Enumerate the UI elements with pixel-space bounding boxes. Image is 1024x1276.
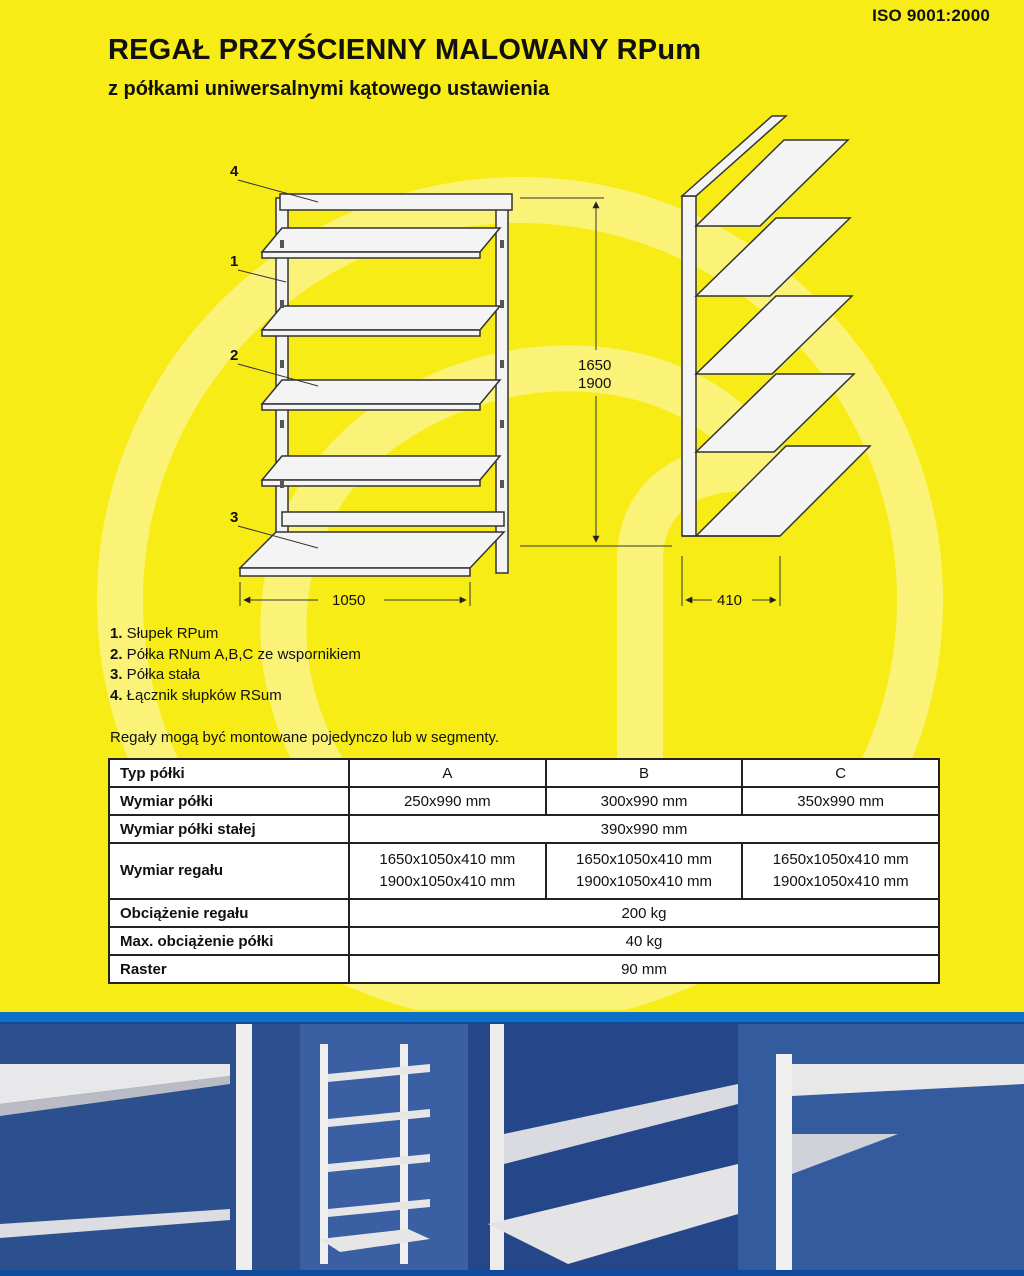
table-row	[109, 955, 939, 983]
table-row	[109, 843, 939, 899]
page-title: REGAŁ PRZYŚCIENNY MALOWANY RPum	[108, 34, 702, 66]
photo-base-shelf	[468, 1024, 738, 1270]
side-view-rack	[682, 116, 870, 536]
legend-item: 1. Słupek RPum	[110, 625, 219, 642]
table-row	[109, 815, 939, 843]
row-label: Wymiar półki	[109, 787, 349, 815]
table-cell: 350x990 mm	[742, 787, 939, 815]
table-cell: 300x990 mm	[546, 787, 743, 815]
legend-item: 2. Półka RNum A,B,C ze wspornikiem	[110, 645, 361, 663]
parts-legend	[110, 624, 361, 706]
table-row	[109, 787, 939, 815]
callout-3: 3	[230, 509, 239, 526]
page-subtitle: z półkami uniwersalnymi kątowego ustawienia	[108, 78, 550, 100]
table-cell: A	[349, 759, 546, 787]
product-photo-strip	[0, 1012, 1024, 1276]
dimension-height-1900: 1900	[578, 375, 612, 392]
table-cell: 40 kg	[349, 927, 939, 955]
table-cell: 1650x1050x410 mm 1900x1050x410 mm	[742, 843, 939, 899]
table-cell: B	[546, 759, 743, 787]
row-label: Raster	[109, 955, 349, 983]
legend-item: 4. Łącznik słupków RSum	[110, 686, 282, 704]
photo-shelf-bracket	[0, 1024, 300, 1270]
table-cell: 90 mm	[349, 955, 939, 983]
table-cell: C	[742, 759, 939, 787]
table-cell: 1650x1050x410 mm 1900x1050x410 mm	[546, 843, 743, 899]
dimension-width: 1050	[332, 592, 366, 609]
legend-item: 3. Półka stała	[110, 666, 201, 683]
callout-2: 2	[230, 347, 239, 364]
row-label: Wymiar regału	[109, 843, 349, 899]
dimension-height-1650: 1650	[578, 357, 612, 374]
callout-1: 1	[230, 253, 239, 270]
callout-4: 4	[230, 163, 239, 180]
row-label: Wymiar półki stałej	[109, 815, 349, 843]
row-label: Obciążenie regału	[109, 899, 349, 927]
row-label: Typ półki	[109, 759, 349, 787]
photo-full-rack	[300, 1024, 468, 1270]
photo-upright-detail	[738, 1024, 1024, 1270]
photo-strip-bar	[0, 1012, 1024, 1022]
table-cell: 1650x1050x410 mm 1900x1050x410 mm	[349, 843, 546, 899]
front-view-rack	[240, 194, 512, 576]
specification-table	[108, 758, 940, 984]
row-label: Max. obciążenie półki	[109, 927, 349, 955]
table-row	[109, 899, 939, 927]
table-row	[109, 759, 939, 787]
iso-certification-label: ISO 9001:2000	[872, 6, 990, 25]
mounting-note: Regały mogą być montowane pojedynczo lub w segmenty.	[110, 729, 500, 746]
dimension-depth: 410	[717, 592, 743, 609]
table-cell: 250x990 mm	[349, 787, 546, 815]
table-cell: 200 kg	[349, 899, 939, 927]
table-row	[109, 927, 939, 955]
table-cell: 390x990 mm	[349, 815, 939, 843]
